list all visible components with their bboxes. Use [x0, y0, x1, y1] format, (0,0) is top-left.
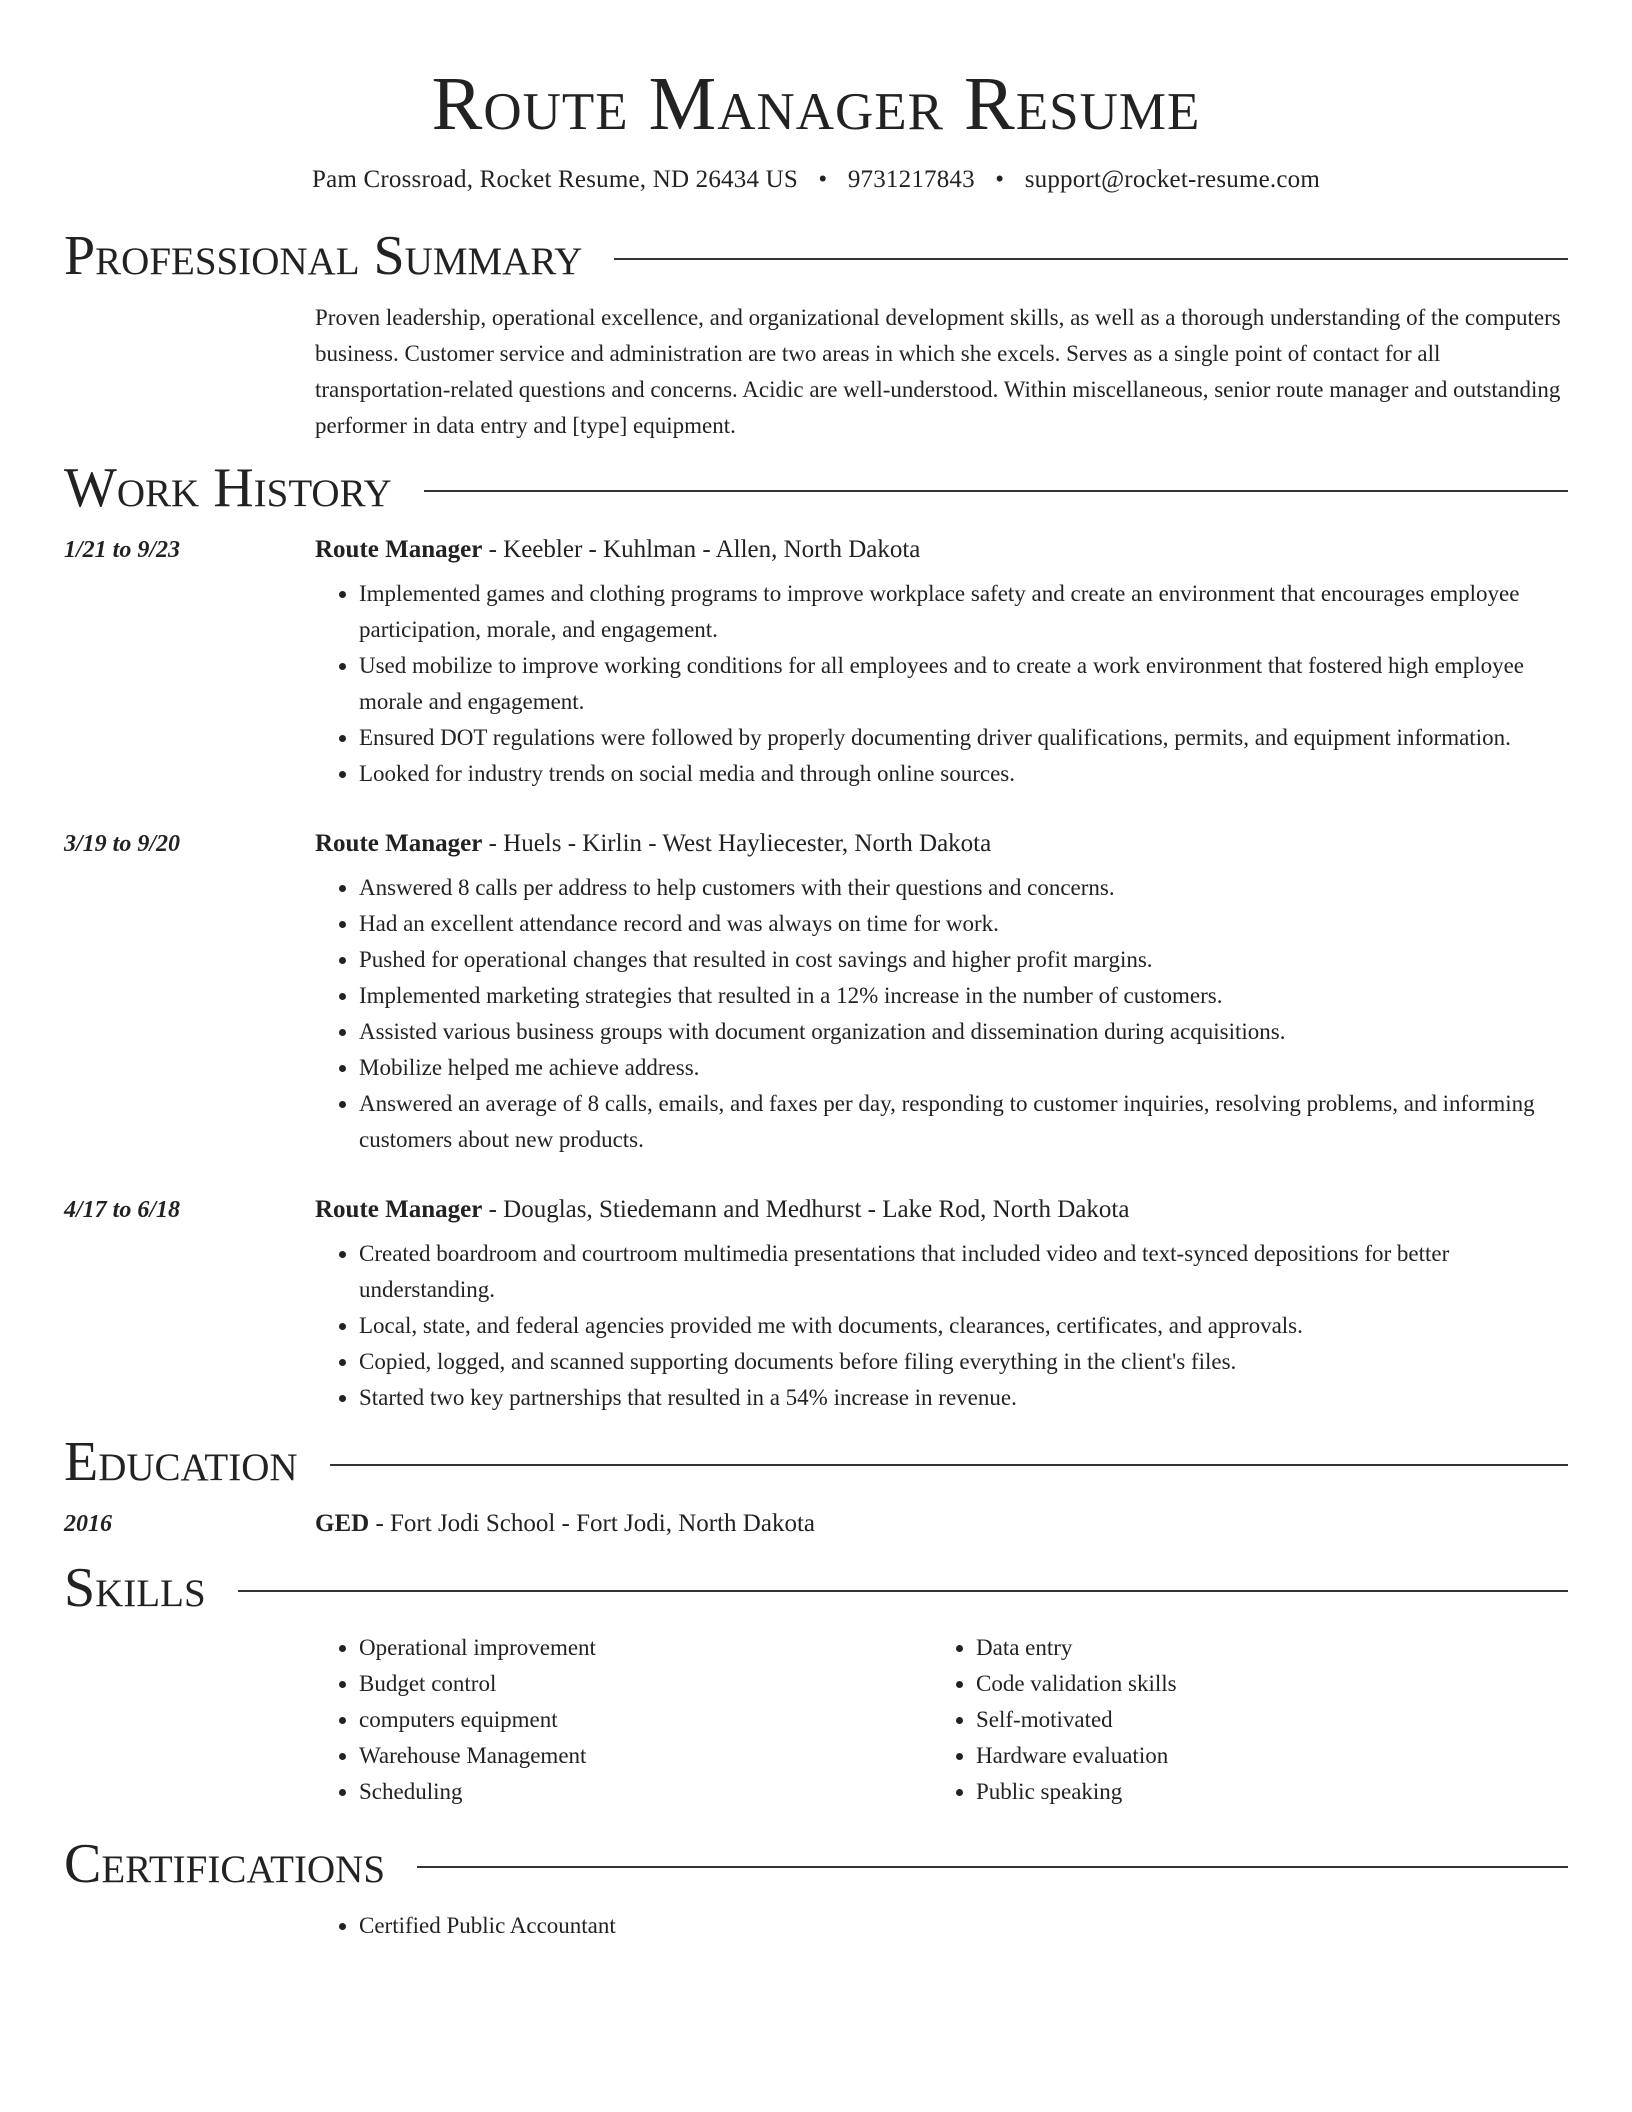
summary-heading: Professional Summary [64, 225, 583, 287]
job-details: - Huels - Kirlin - West Hayliecester, North Dakota [482, 830, 992, 857]
certifications-heading: Certifications [64, 1833, 386, 1895]
skills-heading: Skills [64, 1557, 206, 1619]
job-bullets [315, 576, 1568, 792]
job-title: Route Manager [315, 1196, 483, 1223]
resume-title: Route Manager Resume [431, 62, 1201, 146]
skills-section-header [64, 1556, 1568, 1620]
skill-item: • Operational improvement [359, 1630, 932, 1666]
job-title: Route Manager [315, 536, 483, 563]
education-year: 2016 [64, 1511, 112, 1537]
job-bullet: • Implemented games and clothing programs to improve workplace safety and create an environment that encourages employee participation, morale, and engagement. [359, 576, 1568, 648]
education-heading: Education [64, 1431, 298, 1493]
skills-list-left [315, 1630, 932, 1810]
job-bullet: • Looked for industry trends on social media and through online sources. [359, 756, 1568, 792]
contact-email: support@rocket-resume.com [1024, 166, 1320, 193]
section-divider [614, 258, 1568, 260]
job-bullet: • Used mobilize to improve working conditions for all employees and to create a work environment that fostered high employee morale and engagement. [359, 648, 1568, 720]
job-bullet: • Implemented marketing strategies that resulted in a 12% increase in the number of customers. [359, 978, 1568, 1014]
skill-item: • computers equipment [359, 1702, 932, 1738]
skill-item: • Code validation skills [976, 1666, 1549, 1702]
job-dates: 4/17 to 6/18 [64, 1197, 181, 1223]
section-divider [417, 1866, 1568, 1868]
certifications-section-header [64, 1832, 1568, 1896]
job-bullet: • Answered an average of 8 calls, emails, and faxes per day, responding to customer inquiries, resolving problems, and informing customers about new products. [359, 1086, 1568, 1158]
job-header [315, 1192, 1568, 1228]
job-bullet: • Assisted various business groups with document organization and dissemination during acquisitions. [359, 1014, 1568, 1050]
skill-item: • Data entry [976, 1630, 1549, 1666]
education-entry [64, 1506, 1568, 1542]
summary-section-header [64, 224, 1568, 288]
job-entry [64, 532, 1568, 792]
skill-item: • Scheduling [359, 1774, 932, 1810]
section-divider [330, 1464, 1568, 1466]
skill-item: • Public speaking [976, 1774, 1549, 1810]
job-bullet: • Had an excellent attendance record and was always on time for work. [359, 906, 1568, 942]
contact-separator: • [818, 166, 828, 193]
skill-item: • Hardware evaluation [976, 1738, 1549, 1774]
job-title: Route Manager [315, 830, 483, 857]
job-details: - Keebler - Kuhlman - Allen, North Dakota [482, 536, 921, 563]
certification-item: • Certified Public Accountant [359, 1908, 1568, 1944]
job-header [315, 826, 1568, 862]
job-bullet: • Created boardroom and courtroom multimedia presentations that included video and text-synced depositions for better understanding. [359, 1236, 1568, 1308]
job-bullet: • Answered 8 calls per address to help customers with their questions and concerns. [359, 870, 1568, 906]
education-section-header [64, 1430, 1568, 1494]
job-bullet: • Pushed for operational changes that resulted in cost savings and higher profit margins. [359, 942, 1568, 978]
education-details: - Fort Jodi School - Fort Jodi, North Dakota [369, 1510, 816, 1537]
work-heading: Work History [64, 457, 392, 519]
education-degree: GED [315, 1510, 370, 1537]
summary-text: Proven leadership, operational excellence, and organizational development skills, as well as a thorough understanding of the computers business. Customer service and administration are two areas in which she excels. Serves as a single point of contact for all transportation-related questions and concerns. Acidic are well-understood. Within miscellaneous, senior route manager and outstanding performer in data entry and [type] equipment. [315, 305, 1561, 438]
contact-separator: • [995, 166, 1005, 193]
job-entry [64, 826, 1568, 1158]
job-dates: 1/21 to 9/23 [64, 537, 181, 563]
skill-item: • Warehouse Management [359, 1738, 932, 1774]
job-bullet: • Mobilize helped me achieve address. [359, 1050, 1568, 1086]
contact-line [64, 166, 1568, 194]
skill-item: • Budget control [359, 1666, 932, 1702]
job-bullets [315, 870, 1568, 1158]
education-line [315, 1506, 1568, 1542]
section-divider [238, 1590, 1568, 1592]
job-details: - Douglas, Stiedemann and Medhurst - Lake Rod, North Dakota [482, 1196, 1130, 1223]
job-bullet: • Ensured DOT regulations were followed by properly documenting driver qualifications, permits, and equipment information. [359, 720, 1568, 756]
job-entry [64, 1192, 1568, 1416]
job-dates: 3/19 to 9/20 [64, 831, 181, 857]
work-section-header [64, 456, 1568, 520]
certifications-list [315, 1908, 1568, 1944]
job-bullet: • Copied, logged, and scanned supporting documents before filing everything in the client's files. [359, 1344, 1568, 1380]
job-bullet: • Local, state, and federal agencies provided me with documents, clearances, certificates, and approvals. [359, 1308, 1568, 1344]
contact-address: Pam Crossroad, Rocket Resume, ND 26434 US [312, 166, 798, 193]
section-divider [424, 490, 1568, 492]
skills-grid [315, 1630, 1568, 1810]
job-header [315, 532, 1568, 568]
job-bullet: • Started two key partnerships that resulted in a 54% increase in revenue. [359, 1380, 1568, 1416]
contact-phone: 9731217843 [847, 166, 975, 193]
skills-list-right [932, 1630, 1549, 1810]
job-bullets [315, 1236, 1568, 1416]
skill-item: • Self-motivated [976, 1702, 1549, 1738]
